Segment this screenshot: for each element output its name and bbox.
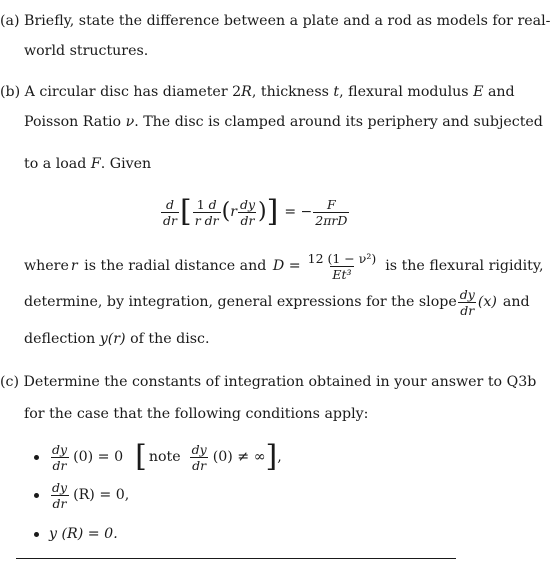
eq-1-r-dr: $\frac{1 d}{\text{r dr}}$ <box>194 196 219 228</box>
part-b-line-3: to a load F. Given <box>24 156 152 172</box>
eq-d-dr: $\frac{d}{dr}$ <box>163 196 177 228</box>
part-c-line-1: (c) Determine the constants of integration obtained in your answer to Q3b <box>0 374 537 390</box>
bullet-dot <box>34 532 39 537</box>
eq-F-over-2pirD: $\frac{F}{\text{2πrD}}$ <box>315 196 348 228</box>
bottom-rule <box>16 558 456 559</box>
eq-equals-minus: = − <box>284 204 313 220</box>
part-b-deflection-line: deflection y(r) of the disc. <box>24 331 210 347</box>
part-c-line-2: for the case that the following conditions apply: <box>24 406 369 422</box>
eq-dy-dr: $\frac{dy}{dr}$ <box>239 196 256 228</box>
D-fraction: $\frac{\text{12 (1 − ν²)}}{\text{Et³}}$ <box>307 250 377 282</box>
part-a-line-1 <box>0 12 550 30</box>
part-b-line-1: (b) A circular disc has diameter 2R, thickness t, flexural modulus E and <box>0 84 515 100</box>
part-a-text-1: Briefly, state the difference between a plate and a rod as models for real- <box>24 13 550 29</box>
condition-bullet-3: y (R) = 0. <box>34 524 118 544</box>
part-c-label: (c) <box>0 374 20 390</box>
part-b-determine-line: determine, by integration, general expressions for the slope $\frac{dy}{dr}$ (x) and <box>24 286 530 318</box>
part-a-label: (a) <box>0 13 20 29</box>
bullet-dot <box>34 493 39 498</box>
slope-fraction: $\frac{dy}{dr}$ <box>459 286 475 318</box>
condition-bullet-1: $\frac{dy}{dr}$ (0) = 0 [ note $\frac{dy}{dr}$ (0) ≠ ∞ ] , <box>34 440 282 474</box>
part-b-where-line: where r is the radial distance and D = $\frac{\text{12 (1 − ν²)}}{\text{Et³}}$ is the flexural rigidity, <box>24 250 544 282</box>
part-b-label: (b) <box>0 84 21 100</box>
main-equation: $\frac{d}{dr}$ [ $\frac{1 d}{\text{r dr}}$ ( r $\frac{dy}{dr}$ ) ] = − $\frac{F}{\text{2πrD}}$ <box>163 194 348 229</box>
bullet-dot <box>34 455 39 460</box>
part-b-line-2: Poisson Ratio ν. The disc is clamped around its periphery and subjected <box>24 114 543 130</box>
condition-bullet-2: $\frac{dy}{dr}$ (R) = 0, <box>34 478 129 512</box>
part-a-line-2: world structures. <box>24 43 149 59</box>
